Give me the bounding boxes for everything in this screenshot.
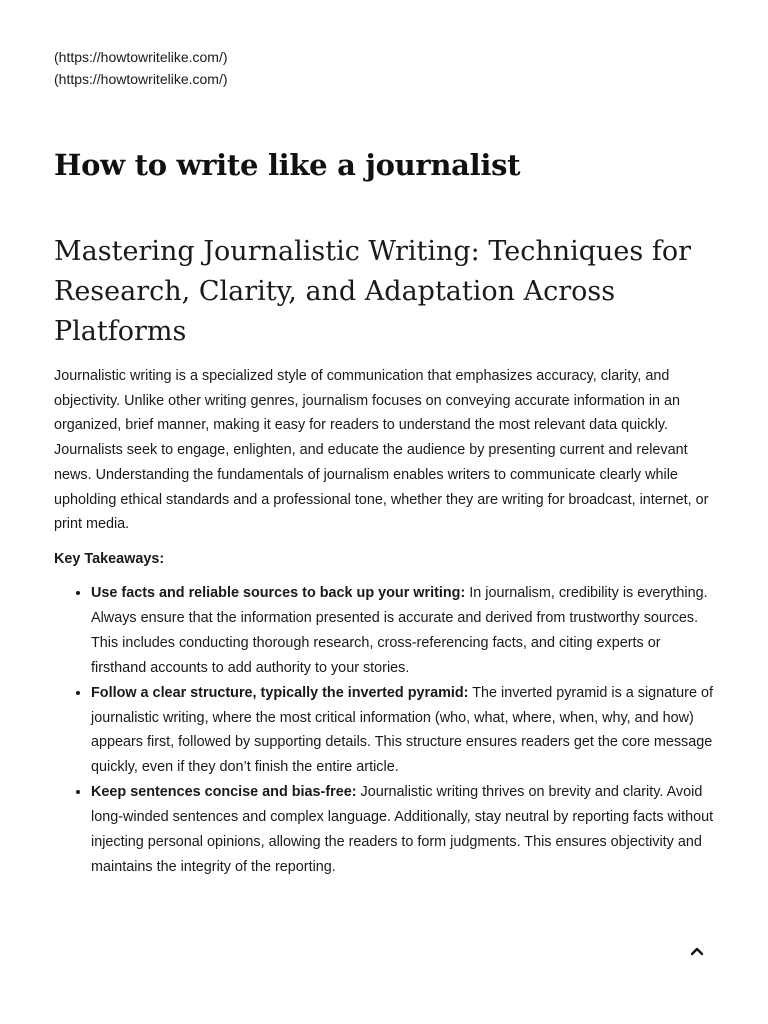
takeaway-text: The inverted pyramid is a signature of journalistic writing, where the most critical information (who, what, where, when, why, and how) appears first, followed by supporting details. This structure ensures readers get the core message quickly, even if they don’t finish the entire article. xyxy=(91,684,713,776)
list-item xyxy=(91,780,718,880)
page-title: How to write like a journalist xyxy=(54,148,521,182)
takeaway-text: In journalism, credibility is everything. Always ensure that the information presented is accurate and derived from trustworthy sources. This includes conducting thorough research, cross-referencing facts, and citing experts or firsthand accounts to add authority to your stories. xyxy=(91,585,708,676)
home-link[interactable]: (https://howtowritelike.com/) xyxy=(54,49,228,65)
key-takeaways-list xyxy=(54,581,718,880)
takeaway-text: Journalistic writing thrives on brevity and clarity. Avoid long-winded sentences and complex language. Additionally, stay neutral by reporting facts without injecting personal opinions, allowing the readers to form judgments. This ensures objectivity and maintains the integrity of the reporting. xyxy=(91,784,714,875)
takeaway-lead: Keep sentences concise and bias-free: xyxy=(91,784,357,801)
chevron-up-icon xyxy=(690,946,704,956)
takeaway-lead: Follow a clear structure, typically the inverted pyramid: xyxy=(91,684,469,701)
scroll-to-top-button[interactable] xyxy=(684,938,710,964)
list-item xyxy=(91,581,718,681)
takeaway-lead: Use facts and reliable sources to back up your writing: xyxy=(91,585,466,601)
home-link-secondary[interactable]: (https://howtowritelike.com/) xyxy=(54,71,228,87)
list-item xyxy=(91,681,718,781)
intro-paragraph: Journalistic writing is a specialized style of communication that emphasizes accuracy, clarity, and objectivity. Unlike other writing genres, journalism focuses on conveying accurate information in an organized, brief manner, making it easy for readers to understand the most relevant data quickly. Journalists seek to engage, enlighten, and educate the audience by presenting current and relevant news. Understanding the fundamentals of journalism enables writers to communicate clearly while upholding ethical standards and a professional tone, whether they are writing for broadcast, internet, or print media. xyxy=(54,368,709,533)
key-takeaways-heading: Key Takeaways: xyxy=(54,551,165,567)
header-links xyxy=(54,46,228,90)
article-title: Mastering Journalistic Writing: Techniques for Research, Clarity, and Adaptation Across Platforms xyxy=(54,236,691,347)
